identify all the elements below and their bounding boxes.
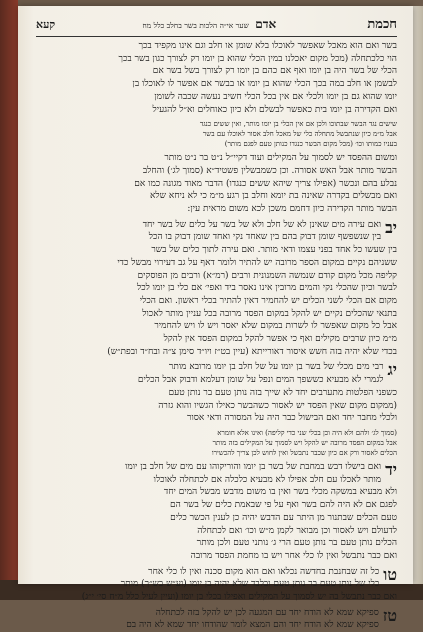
text-line: שישים נגד הבשר שבתוכו ולכן אם אין הכלי בן יומו מותר, ואין ששים כנגד — [199, 120, 397, 129]
text-line: ואם כבר נתבשל בה יש לסמוך על המקילים ואפילו בכלי בן יומו (ועיין לעיל כלל מ״ח סי׳ י״ג) — [81, 592, 397, 603]
text-line: בתנאי שהכלים נקיים יש להקל במקום הפסד מרובה בכל עניין מותר לאכול — [142, 308, 397, 319]
book-title: חכמת — [367, 17, 397, 32]
text-line: (ממקום מקום שאין הפסד יש לאסור כשהבשר כאילו הגשיו והוא גזרה — [158, 400, 397, 411]
text-line: הוי כלכתחלה (מכל מקום יאכלנו במין הכלי שהוא בן יומו רק לצורך כגון בשר בכך — [118, 53, 397, 64]
text-line: הבשר מותר הקדירה כיון דחמם משכן לכא משום מראית עין: — [187, 204, 397, 215]
paragraph — [36, 361, 397, 425]
text-line: לגמרי לא מבעיא כששפך המים ונפל על שומן דעלמא ודבוק אבל הכלים — [137, 375, 384, 386]
text-line: ספיקא שמא לא הודח יחד והם המצא לומר שהודחו יחד שמא לא היה בם — [126, 620, 379, 631]
paragraph — [36, 566, 397, 604]
text-line: כשפני הפלטות מתערבים יחד לא שייך בזה נותן טעם בר נותן טעם — [168, 387, 397, 398]
text-line: הכלים לאסור ורק אם כיון שכבר נתבשל ואין לחוש לכן צריך להכשירו — [211, 448, 397, 457]
text-line: אבל במקום הפסד מרובה יש להקל ויש לסמוך על המקילים בזה מותר — [212, 438, 397, 447]
paragraph — [36, 461, 397, 563]
text-line: ספיקא שמא לא הודח יחד עם המגעה לכן יש להקל בזה לכתחלה — [155, 607, 379, 618]
header-rule — [36, 36, 397, 37]
text-line: לפגם אם לא היה להם בשר ואף על פי שבאמת כלים של בשר הם — [170, 500, 397, 511]
text-line: בשר ואם הוא מאכל שאפשר לאוכלו בלא שומן או חלב וגם אינו מקפיד בכך — [138, 41, 397, 51]
text-line: ואם הקדירה בן יומו בית כאפשר לבשלם ולא כיון כאוחלים וא״ל להגעיל — [152, 104, 397, 115]
paragraph-number: יד — [385, 459, 397, 479]
text-line: הבשר מותר אבל האש אסורה. וכן כשמבשלין פשטיד״א (סמוך לג׳) והחלב — [142, 165, 397, 176]
text-line: לבשר וכיון שהכלי נקי והמים מרובין אינו נאסר ביד ואפי׳ אם כלי בן יומו לכל — [137, 283, 397, 294]
header-word: אדם — [255, 17, 277, 31]
text-line: ולא מבעיא במשקה מכלי בשר ואין בו משום מדבש מבשל המים יחד — [163, 487, 397, 498]
paragraph — [36, 152, 397, 216]
paragraph-number: יג — [387, 360, 397, 380]
text-line: יומו שהוא גם בן יומו ולכלי אם אין בכל הכלי חשיב נעשה שכבה לשומן — [154, 91, 397, 102]
section-heading — [55, 17, 367, 32]
paragraph-number: טו — [383, 564, 397, 584]
text-line: ואם כבר נתבשל ואין לו כלי אחר ויש בו מחמת הפסד מרובה — [190, 550, 397, 561]
text-line: ואם מבשלים בקדרה שאינה בת יומא וחלב בן רגע מ״מ כי לא ניחא שלא — [149, 191, 397, 202]
text-line: ששניהם נקיים במקום הספר מרובה יש להתיר ולומר דאף על גב דעירוי מבשל כדי — [117, 257, 397, 268]
paragraph — [36, 428, 397, 458]
page-edges — [413, 6, 423, 584]
text-line: כלי של נותן טעם בר נותן טעם ובלבד שלא יהיה בן יומו (וע״ש בש״ך) מותר — [120, 579, 380, 590]
text-line: נבלע בהם ונכשר (אפילו צריך שיהא ששים כנגדו) הדבר מאוד מגונה כמו אם — [134, 178, 397, 189]
paragraph — [36, 119, 397, 149]
text-line: בין שנשפשף שומן דבוק בהם בין שאחד נקי ואחד שומן דבוק בו הכל — [148, 232, 382, 243]
text-line: ומשום ההפסד יש לסמוך על המקילים ועוד דקיי״ל נ״ט בר נ״ט מותר — [164, 153, 397, 164]
text-line: ולכלי מחבר יחד ואם הבישול כבר היה על המסורה ודאי אסור — [187, 413, 397, 424]
text-line: בין שעשו כל אחד בפני עצמו ודאי מותר. ואם עירה לתוך כלים של בשר — [151, 245, 397, 256]
page-number: קעא — [36, 18, 56, 31]
text-line: ואם בישלו דבש במחבת של בשר בן יומו והוריקוהו עם מים של חלב בן יומו — [125, 461, 382, 472]
paragraph-number: יב — [385, 217, 397, 237]
paragraph — [36, 40, 397, 116]
book-spine — [0, 0, 18, 600]
text-line: לדעולם ויש לאסור וכן מבואר לקמן מ״ש וכו׳ ואם לכתחלה — [197, 525, 397, 536]
text-line: רבי מים מכלי של בשר בן יומו על של חלב בן יומו מרובא מותר — [168, 362, 384, 373]
text-line: הכלי של בשר היה בן יומו ואף אם כהם בן יומו רק לצורך בשל בשר אם — [152, 66, 397, 77]
running-header — [36, 16, 397, 34]
text-line: מותר לאכלו עם חלב אפילו לא מבעיא כלכלה אם לכתחלה לאוכלו — [153, 474, 382, 485]
text-line: לבשמן או חלב במה בכך הכלי שהוא בן יומו או בבשר אם אפשר לו לאוכלו בן — [132, 79, 397, 90]
text-line: בעניו כמותו וכו׳ (מכל מקום הבשר כנגדו כנותן טעם לפגם מותר) — [224, 140, 397, 149]
text-line: ואם עירה מים שאינן לא של חלב ולא של בשר על כלים של בשר יחד — [142, 219, 382, 230]
text-line: אבל מ״מ כיון שנתבשל מתחלה כלי של מאכל חלב אסור לאוכלו עם בשר — [202, 130, 397, 139]
book-page — [18, 6, 413, 631]
text-line: (סמוך לג׳ ולהם ולא היה וכן בכלי שני כדי קליפה) ואינו אלא חומרא — [217, 428, 397, 437]
text-line: קליפה מכל מקום קודם שנמשה השמנונית ורבים (רמ״א) ורבים מן הפוסקים — [137, 270, 397, 281]
paragraph — [36, 607, 397, 632]
text-line: הכלים נותן טעם בר נותן טעם הרי ג׳ נותני טעם ולכן מותר — [196, 538, 397, 549]
page-body-text — [36, 40, 397, 631]
paragraph — [36, 219, 397, 359]
text-line: אבל כל מקום שאפשר לו לשרות במקום שלא יאסר ויש לו ויש להחמיר — [154, 321, 397, 332]
paragraph-number: טז — [382, 605, 397, 625]
text-line: מקום אם הכלי לשני הכלים יש להחמיר דאין להתיר בכלי ראשון. ואם הכלי — [139, 295, 397, 306]
text-line: מ״מ כיון שרבים מקילים ואף כי אפשר להקל במקום הפסד אין להקל — [163, 334, 397, 345]
section-text: שער אי״ה הלכות בשר בחלב כלל מח — [142, 21, 249, 30]
text-line: טעם הכלים שבתנור מן היתר עם הדבש יהיה כן לענין הכשר כלים — [170, 512, 397, 523]
text-line: כל זה שבחנבת בחדשה נכלאו ואם הוא מקום סכנה ואין לו כלי אחר — [148, 566, 380, 577]
text-line: בכדי שלא יהיה בזה חשש איסור דאורייתא (עיין בט״ז ויו״ד סימן צ״ה ובח״ד ובפת״ש) — [107, 346, 397, 357]
